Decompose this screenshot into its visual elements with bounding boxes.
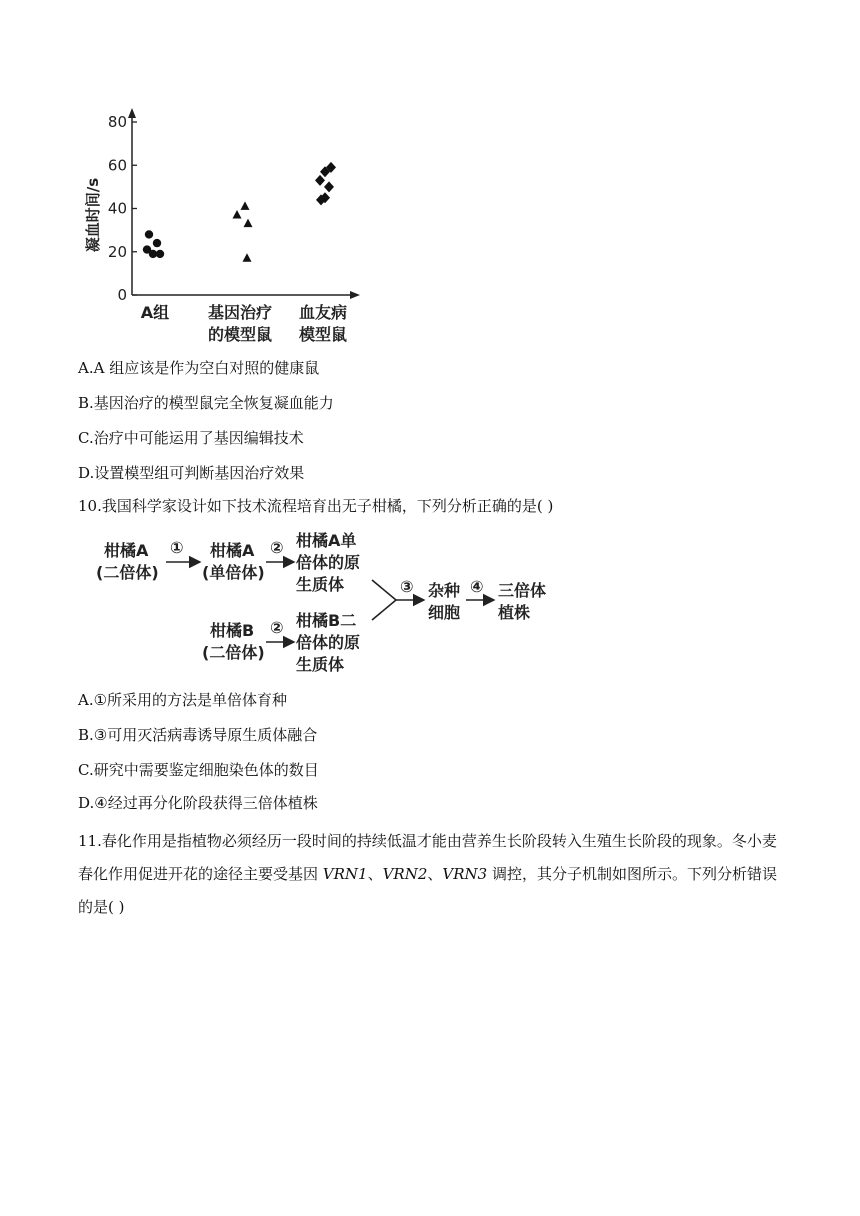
flow-step-4: ④ [470, 577, 484, 596]
data-point-circle [156, 250, 164, 258]
q10-option-d: D.④经过再分化阶段获得三倍体植株 [78, 794, 318, 812]
flow-hybrid-cell: 杂种 细胞 [428, 581, 461, 622]
y-tick-label: 80 [107, 113, 127, 131]
flow-citrus-a-haploid: 柑橘A (单倍体) [202, 541, 265, 582]
flow-citrus-b-diploid: 柑橘B (二倍体) [202, 621, 265, 662]
flow-citrus-a-protoplast: 柑橘A单 倍体的原 生质体 [296, 531, 361, 594]
data-point-diamond [315, 175, 325, 186]
data-points [143, 162, 336, 262]
flow-merge-line-top [372, 580, 396, 600]
flow-triploid-plant: 三倍体 植株 [498, 581, 547, 622]
x-category-label: A组 [140, 303, 170, 322]
x-axis-categories [141, 303, 347, 344]
data-point-triangle [244, 219, 253, 228]
flow-step-2-top: ② [270, 538, 284, 557]
flow-step-1: ① [170, 538, 184, 557]
y-tick-label: 60 [107, 156, 127, 175]
q10-option-a: A.①所采用的方法是单倍体育种 [78, 691, 288, 709]
gene-vrn3: VRN3 [442, 865, 488, 883]
y-tick-label: 0 [117, 286, 127, 304]
q10-option-b: B.③可用灭活病毒诱导原生质体融合 [78, 726, 318, 744]
q9-option-d: D.设置模型组可判断基因治疗效果 [78, 464, 305, 482]
q9-option-b: B.基因治疗的模型鼠完全恢复凝血能力 [78, 394, 334, 412]
data-point-triangle [243, 253, 252, 261]
x-category-label: 基因治疗的模型鼠 [207, 303, 273, 344]
y-tick-label: 40 [107, 199, 127, 218]
q10-stem: 10.我国科学家设计如下技术流程培育出无子柑橘，下列分析正确的是( ) [78, 497, 554, 515]
data-point-triangle [233, 210, 242, 219]
flow-merge-line-bottom [372, 600, 396, 620]
q10-option-c: C.研究中需要鉴定细胞染色体的数目 [78, 761, 319, 779]
citrus-breeding-flow-diagram [90, 528, 570, 678]
q11-stem: 11.春化作用是指植物必须经历一段时间的持续低温才能由营养生长阶段转入生殖生长阶段的现象。冬小麦春化作用促进开花的途径主要受基因 VRN1、VRN2、VRN3 调控，其分子机制如图所示。下列分析错误的是( ) [78, 832, 777, 916]
clotting-time-scatter-chart [70, 100, 370, 350]
y-axis-arrow [128, 108, 136, 118]
data-point-triangle [241, 201, 250, 210]
flow-citrus-a-diploid: 柑橘A (二倍体) [96, 541, 159, 582]
y-axis-label: 凝血时间/s [84, 177, 102, 253]
gene-vrn1: VRN1 [322, 865, 368, 883]
flow-step-2-bottom: ② [270, 618, 284, 637]
x-category-label: 血友病模型鼠 [298, 303, 348, 344]
gene-vrn2: VRN2 [382, 865, 428, 883]
x-axis-arrow [350, 291, 360, 299]
flow-citrus-b-protoplast: 柑橘B二 倍体的原 生质体 [296, 611, 361, 674]
q9-option-c: C.治疗中可能运用了基因编辑技术 [78, 429, 304, 447]
q9-option-a: A.A 组应该是作为空白对照的健康鼠 [78, 359, 320, 377]
y-tick-label: 20 [107, 242, 127, 261]
flow-step-3: ③ [400, 577, 414, 596]
data-point-diamond [324, 181, 334, 192]
data-point-circle [145, 230, 153, 238]
data-point-circle [153, 239, 161, 247]
